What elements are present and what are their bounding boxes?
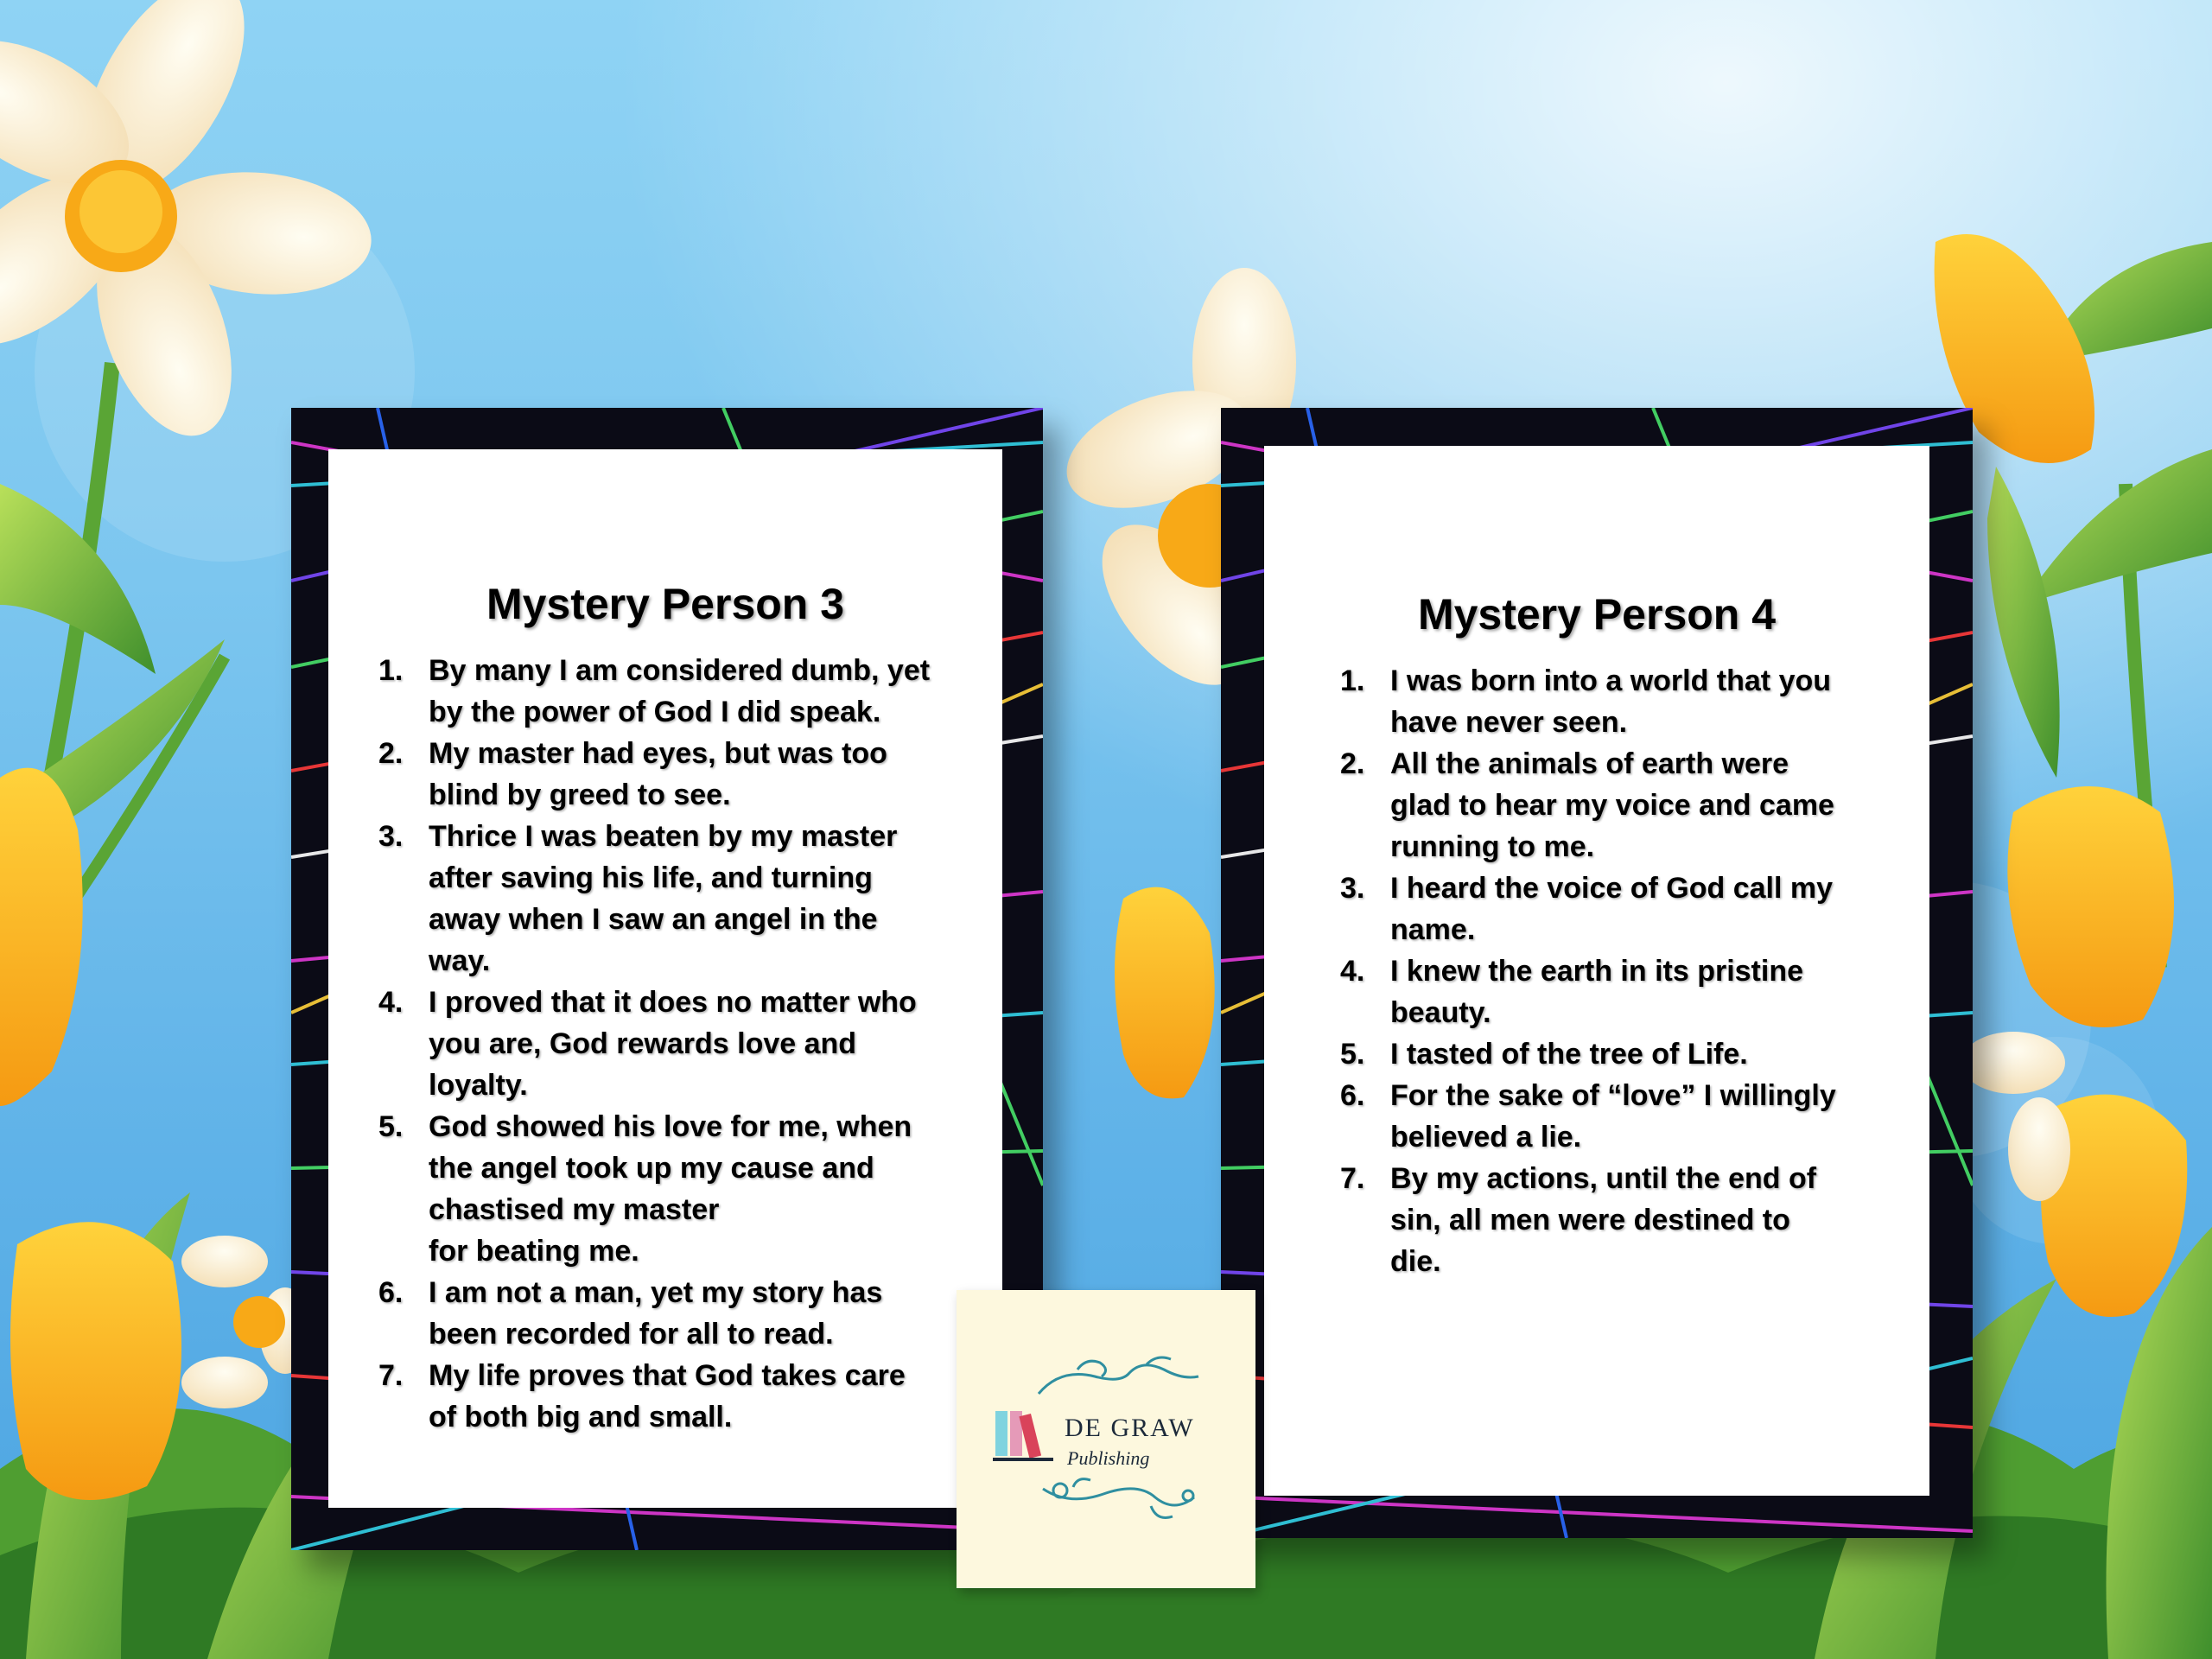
clue-number: 2. xyxy=(1340,747,1365,780)
clue-item xyxy=(1340,868,1928,950)
clue-item xyxy=(378,982,983,1106)
clue-line: way. xyxy=(429,944,491,977)
clue-line: Thrice I was beaten by my master xyxy=(429,820,898,853)
clue-number: 7. xyxy=(378,1359,404,1392)
card-4-panel xyxy=(1264,446,1929,1496)
clue-item xyxy=(1340,950,1928,1033)
clue-number: 4. xyxy=(378,986,404,1019)
clue-line: By my actions, until the end of xyxy=(1390,1162,1817,1195)
clue-number: 5. xyxy=(1340,1038,1365,1071)
card-4-clue-list xyxy=(1340,660,1928,1282)
clue-line: By many I am considered dumb, yet xyxy=(429,654,931,687)
clue-number: 6. xyxy=(1340,1079,1365,1112)
card-3-panel xyxy=(328,449,1002,1508)
clue-item xyxy=(1340,1033,1928,1075)
clue-line: For the sake of “love” I willingly xyxy=(1390,1079,1836,1112)
card-4-title: Mystery Person 4 xyxy=(1417,590,1777,639)
card-3-title: Mystery Person 3 xyxy=(486,580,845,628)
clue-line: believed a lie. xyxy=(1390,1121,1582,1154)
mystery-card-3 xyxy=(291,408,1043,1550)
clue-line: My life proves that God takes care xyxy=(429,1359,906,1392)
clue-line: I knew the earth in its pristine xyxy=(1390,955,1803,988)
clue-item xyxy=(1340,1075,1928,1158)
clue-line: been recorded for all to read. xyxy=(429,1318,834,1351)
clue-line: you are, God rewards love and xyxy=(429,1027,857,1060)
clue-item xyxy=(378,733,983,816)
clue-line: I proved that it does no matter who xyxy=(429,986,917,1019)
clue-line: of both big and small. xyxy=(429,1401,733,1433)
clue-number: 5. xyxy=(378,1110,404,1143)
clue-number: 2. xyxy=(378,737,404,770)
publisher-logo xyxy=(957,1290,1255,1588)
clue-line: by the power of God I did speak. xyxy=(429,696,881,728)
clue-line: I heard the voice of God call my xyxy=(1390,872,1834,905)
clue-line: My master had eyes, but was too xyxy=(429,737,887,770)
clue-number: 1. xyxy=(378,654,404,687)
clue-line: chastised my master xyxy=(429,1193,720,1226)
clue-line: have never seen. xyxy=(1390,706,1628,739)
clue-number: 3. xyxy=(1340,872,1365,905)
clue-line: the angel took up my cause and xyxy=(429,1152,874,1185)
clue-line: sin, all men were destined to xyxy=(1390,1204,1790,1236)
clue-line: All the animals of earth were xyxy=(1390,747,1789,780)
clue-item xyxy=(378,1272,983,1355)
clue-item xyxy=(1340,660,1928,743)
clue-item xyxy=(378,1106,983,1272)
clue-number: 7. xyxy=(1340,1162,1365,1195)
mystery-card-4 xyxy=(1221,408,1973,1538)
clue-number: 3. xyxy=(378,820,404,853)
logo-brand-name: DE GRAW xyxy=(1065,1414,1195,1442)
clue-line: God showed his love for me, when xyxy=(429,1110,912,1143)
clue-item xyxy=(1340,743,1928,868)
card-3-clue-list xyxy=(378,650,983,1438)
clue-line: after saving his life, and turning xyxy=(429,861,873,894)
clue-line: for beating me. xyxy=(429,1235,639,1268)
clue-line: name. xyxy=(1390,913,1476,946)
clue-line: I am not a man, yet my story has xyxy=(429,1276,883,1309)
clue-item xyxy=(378,816,983,982)
clue-item xyxy=(1340,1158,1928,1282)
clue-line: loyalty. xyxy=(429,1069,528,1102)
clue-line: away when I saw an angel in the xyxy=(429,903,878,936)
clue-line: I tasted of the tree of Life. xyxy=(1390,1038,1748,1071)
book-stack-icon xyxy=(993,1411,1053,1461)
clue-line: die. xyxy=(1390,1245,1441,1278)
clue-line: I was born into a world that you xyxy=(1390,664,1832,697)
clue-line: glad to hear my voice and came xyxy=(1390,789,1834,822)
clue-item xyxy=(378,1355,983,1438)
logo-subtitle: Publishing xyxy=(1067,1447,1150,1469)
clue-number: 1. xyxy=(1340,664,1365,697)
clue-line: beauty. xyxy=(1390,996,1491,1029)
clue-number: 4. xyxy=(1340,955,1365,988)
clue-item xyxy=(378,650,983,733)
clue-line: running to me. xyxy=(1390,830,1595,863)
clue-number: 6. xyxy=(378,1276,404,1309)
clue-line: blind by greed to see. xyxy=(429,779,731,811)
